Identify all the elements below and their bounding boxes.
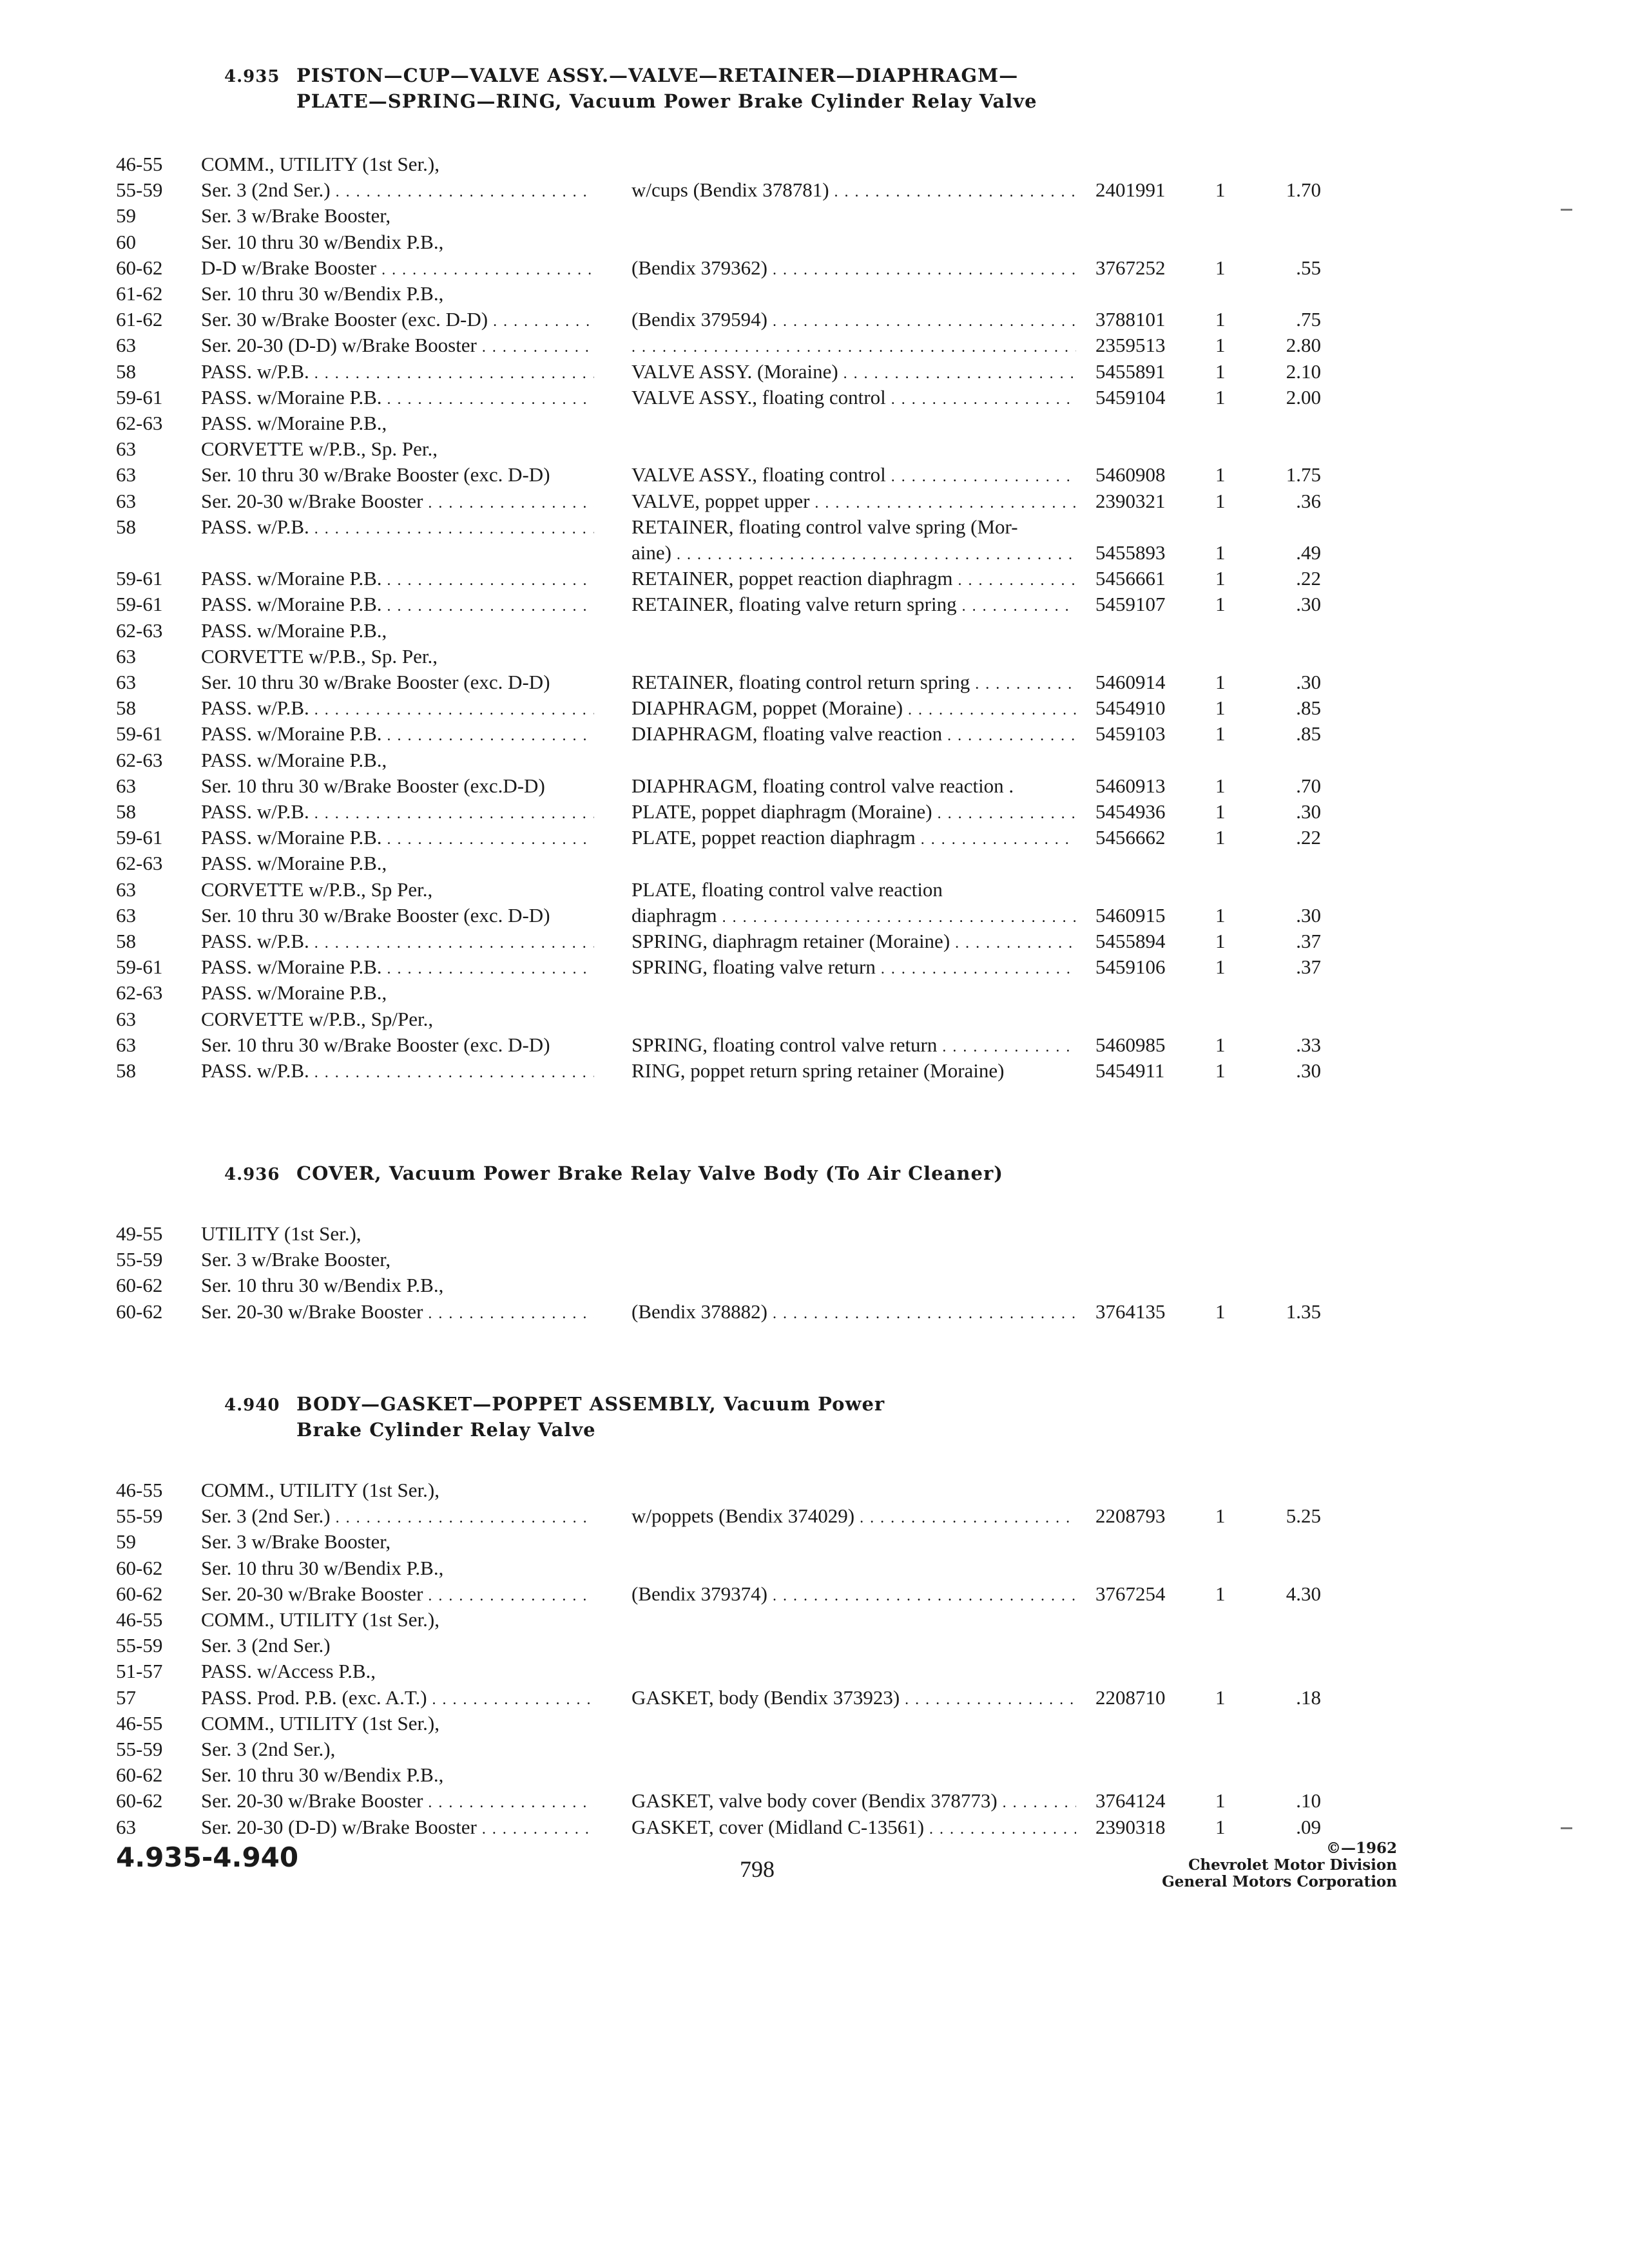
vehicle-model: Ser. 3 (2nd Ser.) <box>201 1634 331 1657</box>
section-title: COVER, Vacuum Power Brake Relay Valve Body (To Air Cleaner) <box>296 1162 1003 1184</box>
part-description: PLATE, poppet reaction diaphragm . . . <box>631 825 1076 852</box>
quantity: 1 <box>1215 1789 1226 1812</box>
section-heading <box>224 1161 1003 1187</box>
table-row <box>0 929 1629 954</box>
part-number: 5460915 <box>1095 904 1166 927</box>
vehicle-model: Ser. 10 thru 30 w/Brake Booster (exc. D-D) <box>201 671 550 693</box>
table-row <box>0 1247 1629 1272</box>
part-number: 5460914 <box>1095 671 1166 693</box>
model-years: 61-62 <box>116 308 163 331</box>
table-row <box>0 1530 1629 1554</box>
model-years: 60-62 <box>116 1582 163 1605</box>
vehicle-model: Ser. 10 thru 30 w/Bendix P.B., <box>201 231 444 253</box>
table-row <box>0 825 1629 850</box>
model-years: 49-55 <box>116 1222 163 1245</box>
table-row <box>0 333 1629 358</box>
model-years: 58 <box>116 697 136 719</box>
price: .49 <box>1296 541 1321 564</box>
footer-section-range: 4.935-4.940 <box>116 1841 299 1873</box>
table-row <box>0 1659 1629 1684</box>
price: 1.75 <box>1286 463 1321 486</box>
price: .22 <box>1296 826 1321 849</box>
table-row <box>0 981 1629 1005</box>
model-years: 46-55 <box>116 1712 163 1735</box>
price: .22 <box>1296 567 1321 590</box>
section-title-continued: PLATE—SPRING—RING, Vacuum Power Brake Cylinder Relay Valve <box>296 90 1037 112</box>
vehicle-model: PASS. w/P.B. . . . <box>201 360 594 386</box>
table-row <box>0 437 1629 461</box>
part-description: SPRING, floating valve return . . . <box>631 955 1076 981</box>
vehicle-model: Ser. 10 thru 30 w/Brake Booster (exc.D-D) <box>201 774 545 797</box>
price: .55 <box>1296 256 1321 279</box>
quantity: 1 <box>1215 334 1226 356</box>
table-row <box>0 1686 1629 1710</box>
quantity: 1 <box>1215 671 1226 693</box>
model-years: 59-61 <box>116 722 163 745</box>
table-row <box>0 1608 1629 1632</box>
part-number: 2208710 <box>1095 1686 1166 1709</box>
table-row <box>0 774 1629 798</box>
model-years: 58 <box>116 515 136 538</box>
model-years: 63 <box>116 490 136 512</box>
price: .75 <box>1296 308 1321 331</box>
quantity: 1 <box>1215 1033 1226 1056</box>
part-number: 5456662 <box>1095 826 1166 849</box>
part-number: 5459104 <box>1095 386 1166 408</box>
price: .70 <box>1296 774 1321 797</box>
part-number: 5460913 <box>1095 774 1166 797</box>
vehicle-model: Ser. 20-30 (D-D) w/Brake Booster . . . <box>201 1815 594 1841</box>
table-row <box>0 1504 1629 1528</box>
section-title: PISTON—CUP—VALVE ASSY.—VALVE—RETAINER—DIAPHRAGM— <box>296 64 1019 86</box>
part-number: 5460985 <box>1095 1033 1166 1056</box>
quantity: 1 <box>1215 386 1226 408</box>
vehicle-model: CORVETTE w/P.B., Sp Per., <box>201 878 433 901</box>
vehicle-model: PASS. w/Moraine P.B. . . . <box>201 592 594 619</box>
vehicle-model: Ser. 3 w/Brake Booster, <box>201 1248 391 1271</box>
table-row <box>0 1222 1629 1246</box>
price: 4.30 <box>1286 1582 1321 1605</box>
part-number: 3764124 <box>1095 1789 1166 1812</box>
model-years: 55-59 <box>116 1504 163 1527</box>
model-years: 62-63 <box>116 852 163 874</box>
part-number: 3767254 <box>1095 1582 1166 1605</box>
part-number: 5456661 <box>1095 567 1166 590</box>
vehicle-model: Ser. 20-30 w/Brake Booster . . . <box>201 1582 594 1608</box>
vehicle-model: CORVETTE w/P.B., Sp/Per., <box>201 1008 434 1030</box>
price: 1.35 <box>1286 1300 1321 1323</box>
part-number: 3788101 <box>1095 308 1166 331</box>
vehicle-model: Ser. 10 thru 30 w/Brake Booster (exc. D-D) <box>201 1033 550 1056</box>
part-number: 2390321 <box>1095 490 1166 512</box>
section-title-continued: Brake Cylinder Relay Valve <box>296 1419 596 1441</box>
vehicle-model: COMM., UTILITY (1st Ser.), <box>201 1608 439 1631</box>
part-description: RETAINER, floating control valve spring (Mor- <box>631 515 1018 538</box>
quantity: 1 <box>1215 178 1226 201</box>
quantity: 1 <box>1215 567 1226 590</box>
part-number: 5454936 <box>1095 800 1166 823</box>
vehicle-model: PASS. w/Moraine P.B. . . . <box>201 722 594 748</box>
model-years: 58 <box>116 800 136 823</box>
model-years: 63 <box>116 1033 136 1056</box>
quantity: 1 <box>1215 256 1226 279</box>
model-years: 60-62 <box>116 256 163 279</box>
table-row <box>0 1033 1629 1057</box>
model-years: 46-55 <box>116 153 163 175</box>
copyright-year: ©—1962 <box>1325 1840 1397 1857</box>
table-row <box>0 1273 1629 1298</box>
vehicle-model: Ser. 10 thru 30 w/Bendix P.B., <box>201 1763 444 1786</box>
model-years: 62-63 <box>116 412 163 434</box>
part-number: 2359513 <box>1095 334 1166 356</box>
price: .85 <box>1296 722 1321 745</box>
model-years: 55-59 <box>116 1634 163 1657</box>
section-title: BODY—GASKET—POPPET ASSEMBLY, Vacuum Power <box>296 1393 885 1415</box>
price: .09 <box>1296 1816 1321 1838</box>
copyright-block <box>1162 1840 1397 1890</box>
section-heading <box>224 1392 885 1442</box>
part-description: DIAPHRAGM, floating valve reaction . . . <box>631 722 1076 748</box>
vehicle-model: PASS. w/Access P.B., <box>201 1660 376 1682</box>
model-years: 55-59 <box>116 178 163 201</box>
quantity: 1 <box>1215 463 1226 486</box>
part-description: (Bendix 379362) . . . <box>631 256 1076 282</box>
model-years: 63 <box>116 1816 136 1838</box>
model-years: 51-57 <box>116 1660 163 1682</box>
table-row <box>0 204 1629 228</box>
part-number: 5455891 <box>1095 360 1166 383</box>
part-description: RETAINER, poppet reaction diaphragm . . . <box>631 566 1076 593</box>
vehicle-model: D-D w/Brake Booster . . . <box>201 256 594 282</box>
table-row <box>0 851 1629 876</box>
model-years: 60 <box>116 231 136 253</box>
table-row <box>0 592 1629 617</box>
vehicle-model: Ser. 3 w/Brake Booster, <box>201 1530 391 1553</box>
price: 5.25 <box>1286 1504 1321 1527</box>
table-row <box>0 1007 1629 1032</box>
model-years: 55-59 <box>116 1248 163 1271</box>
vehicle-model: COMM., UTILITY (1st Ser.), <box>201 1712 439 1735</box>
quantity: 1 <box>1215 1300 1226 1323</box>
vehicle-model: CORVETTE w/P.B., Sp. Per., <box>201 437 438 460</box>
model-years: 63 <box>116 904 136 927</box>
table-row <box>0 282 1629 306</box>
price: .30 <box>1296 671 1321 693</box>
model-years: 60-62 <box>116 1763 163 1786</box>
model-years: 62-63 <box>116 749 163 771</box>
price: .33 <box>1296 1033 1321 1056</box>
model-years: 63 <box>116 334 136 356</box>
model-years: 63 <box>116 645 136 668</box>
vehicle-model: PASS. w/Moraine P.B. . . . <box>201 825 594 852</box>
table-row <box>0 307 1629 332</box>
table-row <box>0 566 1629 591</box>
table-row <box>0 619 1629 643</box>
model-years: 60-62 <box>116 1557 163 1579</box>
part-number: 5459103 <box>1095 722 1166 745</box>
price: .30 <box>1296 800 1321 823</box>
vehicle-model: PASS. w/Moraine P.B. . . . <box>201 566 594 593</box>
vehicle-model: CORVETTE w/P.B., Sp. Per., <box>201 645 438 668</box>
quantity: 1 <box>1215 930 1226 952</box>
table-row <box>0 1300 1629 1324</box>
vehicle-model: PASS. w/Moraine P.B., <box>201 749 387 771</box>
model-years: 63 <box>116 671 136 693</box>
part-description: w/cups (Bendix 378781) . . . <box>631 178 1076 204</box>
model-years: 63 <box>116 463 136 486</box>
quantity: 1 <box>1215 697 1226 719</box>
quantity: 1 <box>1215 541 1226 564</box>
table-row <box>0 515 1629 539</box>
price: .36 <box>1296 490 1321 512</box>
model-years: 58 <box>116 360 136 383</box>
price: 2.00 <box>1286 386 1321 408</box>
part-number: 5459107 <box>1095 593 1166 615</box>
table-row <box>0 1789 1629 1813</box>
quantity: 1 <box>1215 1686 1226 1709</box>
vehicle-model: PASS. w/P.B. . . . <box>201 515 594 541</box>
price: 1.70 <box>1286 178 1321 201</box>
quantity: 1 <box>1215 593 1226 615</box>
price: .30 <box>1296 904 1321 927</box>
part-description: PLATE, poppet diaphragm (Moraine) . . . <box>631 800 1076 826</box>
part-description: VALVE, poppet upper . . . <box>631 489 1076 515</box>
table-row <box>0 1556 1629 1581</box>
vehicle-model: PASS. w/Moraine P.B., <box>201 412 387 434</box>
model-years: 63 <box>116 878 136 901</box>
vehicle-model: Ser. 20-30 w/Brake Booster . . . <box>201 1300 594 1326</box>
vehicle-model: PASS. w/P.B. . . . <box>201 1059 594 1085</box>
model-years: 61-62 <box>116 282 163 305</box>
vehicle-model: PASS. w/P.B. . . . <box>201 800 594 826</box>
model-years: 62-63 <box>116 619 163 642</box>
table-row <box>0 230 1629 255</box>
model-years: 60-62 <box>116 1789 163 1812</box>
table-row <box>0 1633 1629 1658</box>
table-row <box>0 696 1629 720</box>
section-number: 4.936 <box>224 1165 280 1184</box>
part-number: 5454911 <box>1095 1059 1165 1082</box>
quantity: 1 <box>1215 308 1226 331</box>
part-number: 2401991 <box>1095 178 1166 201</box>
model-years: 46-55 <box>116 1608 163 1631</box>
vehicle-model: Ser. 10 thru 30 w/Bendix P.B., <box>201 282 444 305</box>
publisher-line-1: Chevrolet Motor Division <box>1188 1856 1397 1874</box>
table-row <box>0 1059 1629 1083</box>
vehicle-model: Ser. 20-30 w/Brake Booster . . . <box>201 489 594 515</box>
part-description: SPRING, floating control valve return . . . <box>631 1033 1076 1059</box>
table-row <box>0 955 1629 979</box>
quantity: 1 <box>1215 774 1226 797</box>
part-description: PLATE, floating control valve reaction <box>631 878 943 901</box>
model-years: 59-61 <box>116 567 163 590</box>
vehicle-model: COMM., UTILITY (1st Ser.), <box>201 153 439 175</box>
vehicle-model: Ser. 10 thru 30 w/Brake Booster (exc. D-D) <box>201 904 550 927</box>
price: .10 <box>1296 1789 1321 1812</box>
vehicle-model: Ser. 30 w/Brake Booster (exc. D-D) . . . <box>201 307 594 334</box>
table-row <box>0 385 1629 410</box>
part-description: GASKET, valve body cover (Bendix 378773) . . . <box>631 1789 1076 1815</box>
table-row <box>0 541 1629 565</box>
model-years: 63 <box>116 437 136 460</box>
quantity: 1 <box>1215 360 1226 383</box>
vehicle-model: Ser. 3 (2nd Ser.), <box>201 1738 336 1760</box>
part-description: RING, poppet return spring retainer (Moraine) <box>631 1059 1005 1082</box>
vehicle-model: PASS. w/Moraine P.B. . . . <box>201 955 594 981</box>
table-row <box>0 644 1629 669</box>
vehicle-model: PASS. Prod. P.B. (exc. A.T.) . . . <box>201 1686 594 1712</box>
part-description: VALVE ASSY. (Moraine) . . . <box>631 360 1076 386</box>
table-row <box>0 1582 1629 1606</box>
table-row <box>0 256 1629 280</box>
table-row <box>0 1711 1629 1736</box>
part-number: 3764135 <box>1095 1300 1166 1323</box>
price: .30 <box>1296 593 1321 615</box>
part-description: SPRING, diaphragm retainer (Moraine) . . . <box>631 929 1076 956</box>
part-number: 5455893 <box>1095 541 1166 564</box>
quantity: 1 <box>1215 904 1226 927</box>
price: .30 <box>1296 1059 1321 1082</box>
price: .85 <box>1296 697 1321 719</box>
part-description: VALVE ASSY., floating control . . . <box>631 463 1076 489</box>
table-row <box>0 878 1629 902</box>
part-description: diaphragm . . . <box>631 903 1076 930</box>
table-row <box>0 1763 1629 1787</box>
scan-edge-mark <box>1561 209 1572 211</box>
model-years: 59 <box>116 1530 136 1553</box>
price: 2.80 <box>1286 334 1321 356</box>
part-description: aine) . . . <box>631 541 1076 567</box>
table-row <box>0 463 1629 487</box>
vehicle-model: PASS. w/P.B. . . . <box>201 696 594 722</box>
section-heading <box>224 63 1037 113</box>
part-description: (Bendix 379374) . . . <box>631 1582 1076 1608</box>
part-description: GASKET, body (Bendix 373923) . . . <box>631 1686 1076 1712</box>
section-number: 4.940 <box>224 1396 280 1415</box>
part-number: 2208793 <box>1095 1504 1166 1527</box>
table-row <box>0 411 1629 436</box>
vehicle-model: Ser. 10 thru 30 w/Bendix P.B., <box>201 1557 444 1579</box>
quantity: 1 <box>1215 722 1226 745</box>
vehicle-model: UTILITY (1st Ser.), <box>201 1222 361 1245</box>
quantity: 1 <box>1215 800 1226 823</box>
quantity: 1 <box>1215 1504 1226 1527</box>
model-years: 58 <box>116 1059 136 1082</box>
table-row <box>0 152 1629 177</box>
vehicle-model: Ser. 10 thru 30 w/Bendix P.B., <box>201 1274 444 1296</box>
model-years: 46-55 <box>116 1479 163 1501</box>
table-row <box>0 722 1629 746</box>
part-number: 3767252 <box>1095 256 1166 279</box>
table-row <box>0 360 1629 384</box>
part-number: 5455894 <box>1095 930 1166 952</box>
table-row <box>0 489 1629 514</box>
table-row <box>0 903 1629 928</box>
publisher-line-2: General Motors Corporation <box>1162 1873 1397 1890</box>
table-row <box>0 800 1629 824</box>
quantity: 1 <box>1215 956 1226 978</box>
model-years: 60-62 <box>116 1300 163 1323</box>
quantity: 1 <box>1215 490 1226 512</box>
price: .18 <box>1296 1686 1321 1709</box>
part-description: GASKET, cover (Midland C-13561) . . . <box>631 1815 1076 1841</box>
part-description: DIAPHRAGM, floating control valve reaction . <box>631 774 1014 797</box>
vehicle-model: PASS. w/Moraine P.B., <box>201 852 387 874</box>
model-years: 62-63 <box>116 981 163 1004</box>
part-description: DIAPHRAGM, poppet (Moraine) . . . <box>631 696 1076 722</box>
model-years: 57 <box>116 1686 136 1709</box>
page-number: 798 <box>740 1856 775 1882</box>
vehicle-model: Ser. 3 (2nd Ser.) . . . <box>201 178 594 204</box>
table-row <box>0 178 1629 202</box>
part-description: VALVE ASSY., floating control . . . <box>631 385 1076 412</box>
vehicle-model: PASS. w/Moraine P.B. . . . <box>201 385 594 412</box>
model-years: 59 <box>116 204 136 227</box>
part-description: (Bendix 379594) . . . <box>631 307 1076 334</box>
model-years: 58 <box>116 930 136 952</box>
model-years: 63 <box>116 1008 136 1030</box>
model-years: 55-59 <box>116 1738 163 1760</box>
part-description: w/poppets (Bendix 374029) . . . <box>631 1504 1076 1530</box>
table-row <box>0 1478 1629 1503</box>
vehicle-model: PASS. w/Moraine P.B., <box>201 981 387 1004</box>
table-row <box>0 1815 1629 1840</box>
part-description: RETAINER, floating control return spring . . . <box>631 670 1076 697</box>
quantity: 1 <box>1215 1059 1226 1082</box>
vehicle-model: Ser. 20-30 w/Brake Booster . . . <box>201 1789 594 1815</box>
price: .37 <box>1296 930 1321 952</box>
model-years: 59-61 <box>116 593 163 615</box>
part-number: 2390318 <box>1095 1816 1166 1838</box>
part-number: 5459106 <box>1095 956 1166 978</box>
table-row <box>0 1737 1629 1762</box>
vehicle-model: Ser. 3 (2nd Ser.) . . . <box>201 1504 594 1530</box>
vehicle-model: PASS. w/P.B. . . . <box>201 929 594 956</box>
part-description: RETAINER, floating valve return spring . . . <box>631 592 1076 619</box>
quantity: 1 <box>1215 1582 1226 1605</box>
vehicle-model: Ser. 3 w/Brake Booster, <box>201 204 391 227</box>
price: .37 <box>1296 956 1321 978</box>
price: 2.10 <box>1286 360 1321 383</box>
model-years: 59-61 <box>116 826 163 849</box>
vehicle-model: COMM., UTILITY (1st Ser.), <box>201 1479 439 1501</box>
scan-edge-mark <box>1561 1827 1572 1829</box>
part-description: (Bendix 378882) . . . <box>631 1300 1076 1326</box>
table-row <box>0 670 1629 695</box>
quantity: 1 <box>1215 1816 1226 1838</box>
part-number: 5460908 <box>1095 463 1166 486</box>
quantity: 1 <box>1215 826 1226 849</box>
vehicle-model: Ser. 20-30 (D-D) w/Brake Booster . . . <box>201 333 594 360</box>
table-row <box>0 748 1629 773</box>
vehicle-model: Ser. 10 thru 30 w/Brake Booster (exc. D-D) <box>201 463 550 486</box>
section-number: 4.935 <box>224 67 280 86</box>
model-years: 60-62 <box>116 1274 163 1296</box>
part-description <box>631 333 1076 360</box>
model-years: 59-61 <box>116 386 163 408</box>
part-number: 5454910 <box>1095 697 1166 719</box>
model-years: 59-61 <box>116 956 163 978</box>
vehicle-model: PASS. w/Moraine P.B., <box>201 619 387 642</box>
model-years: 63 <box>116 774 136 797</box>
